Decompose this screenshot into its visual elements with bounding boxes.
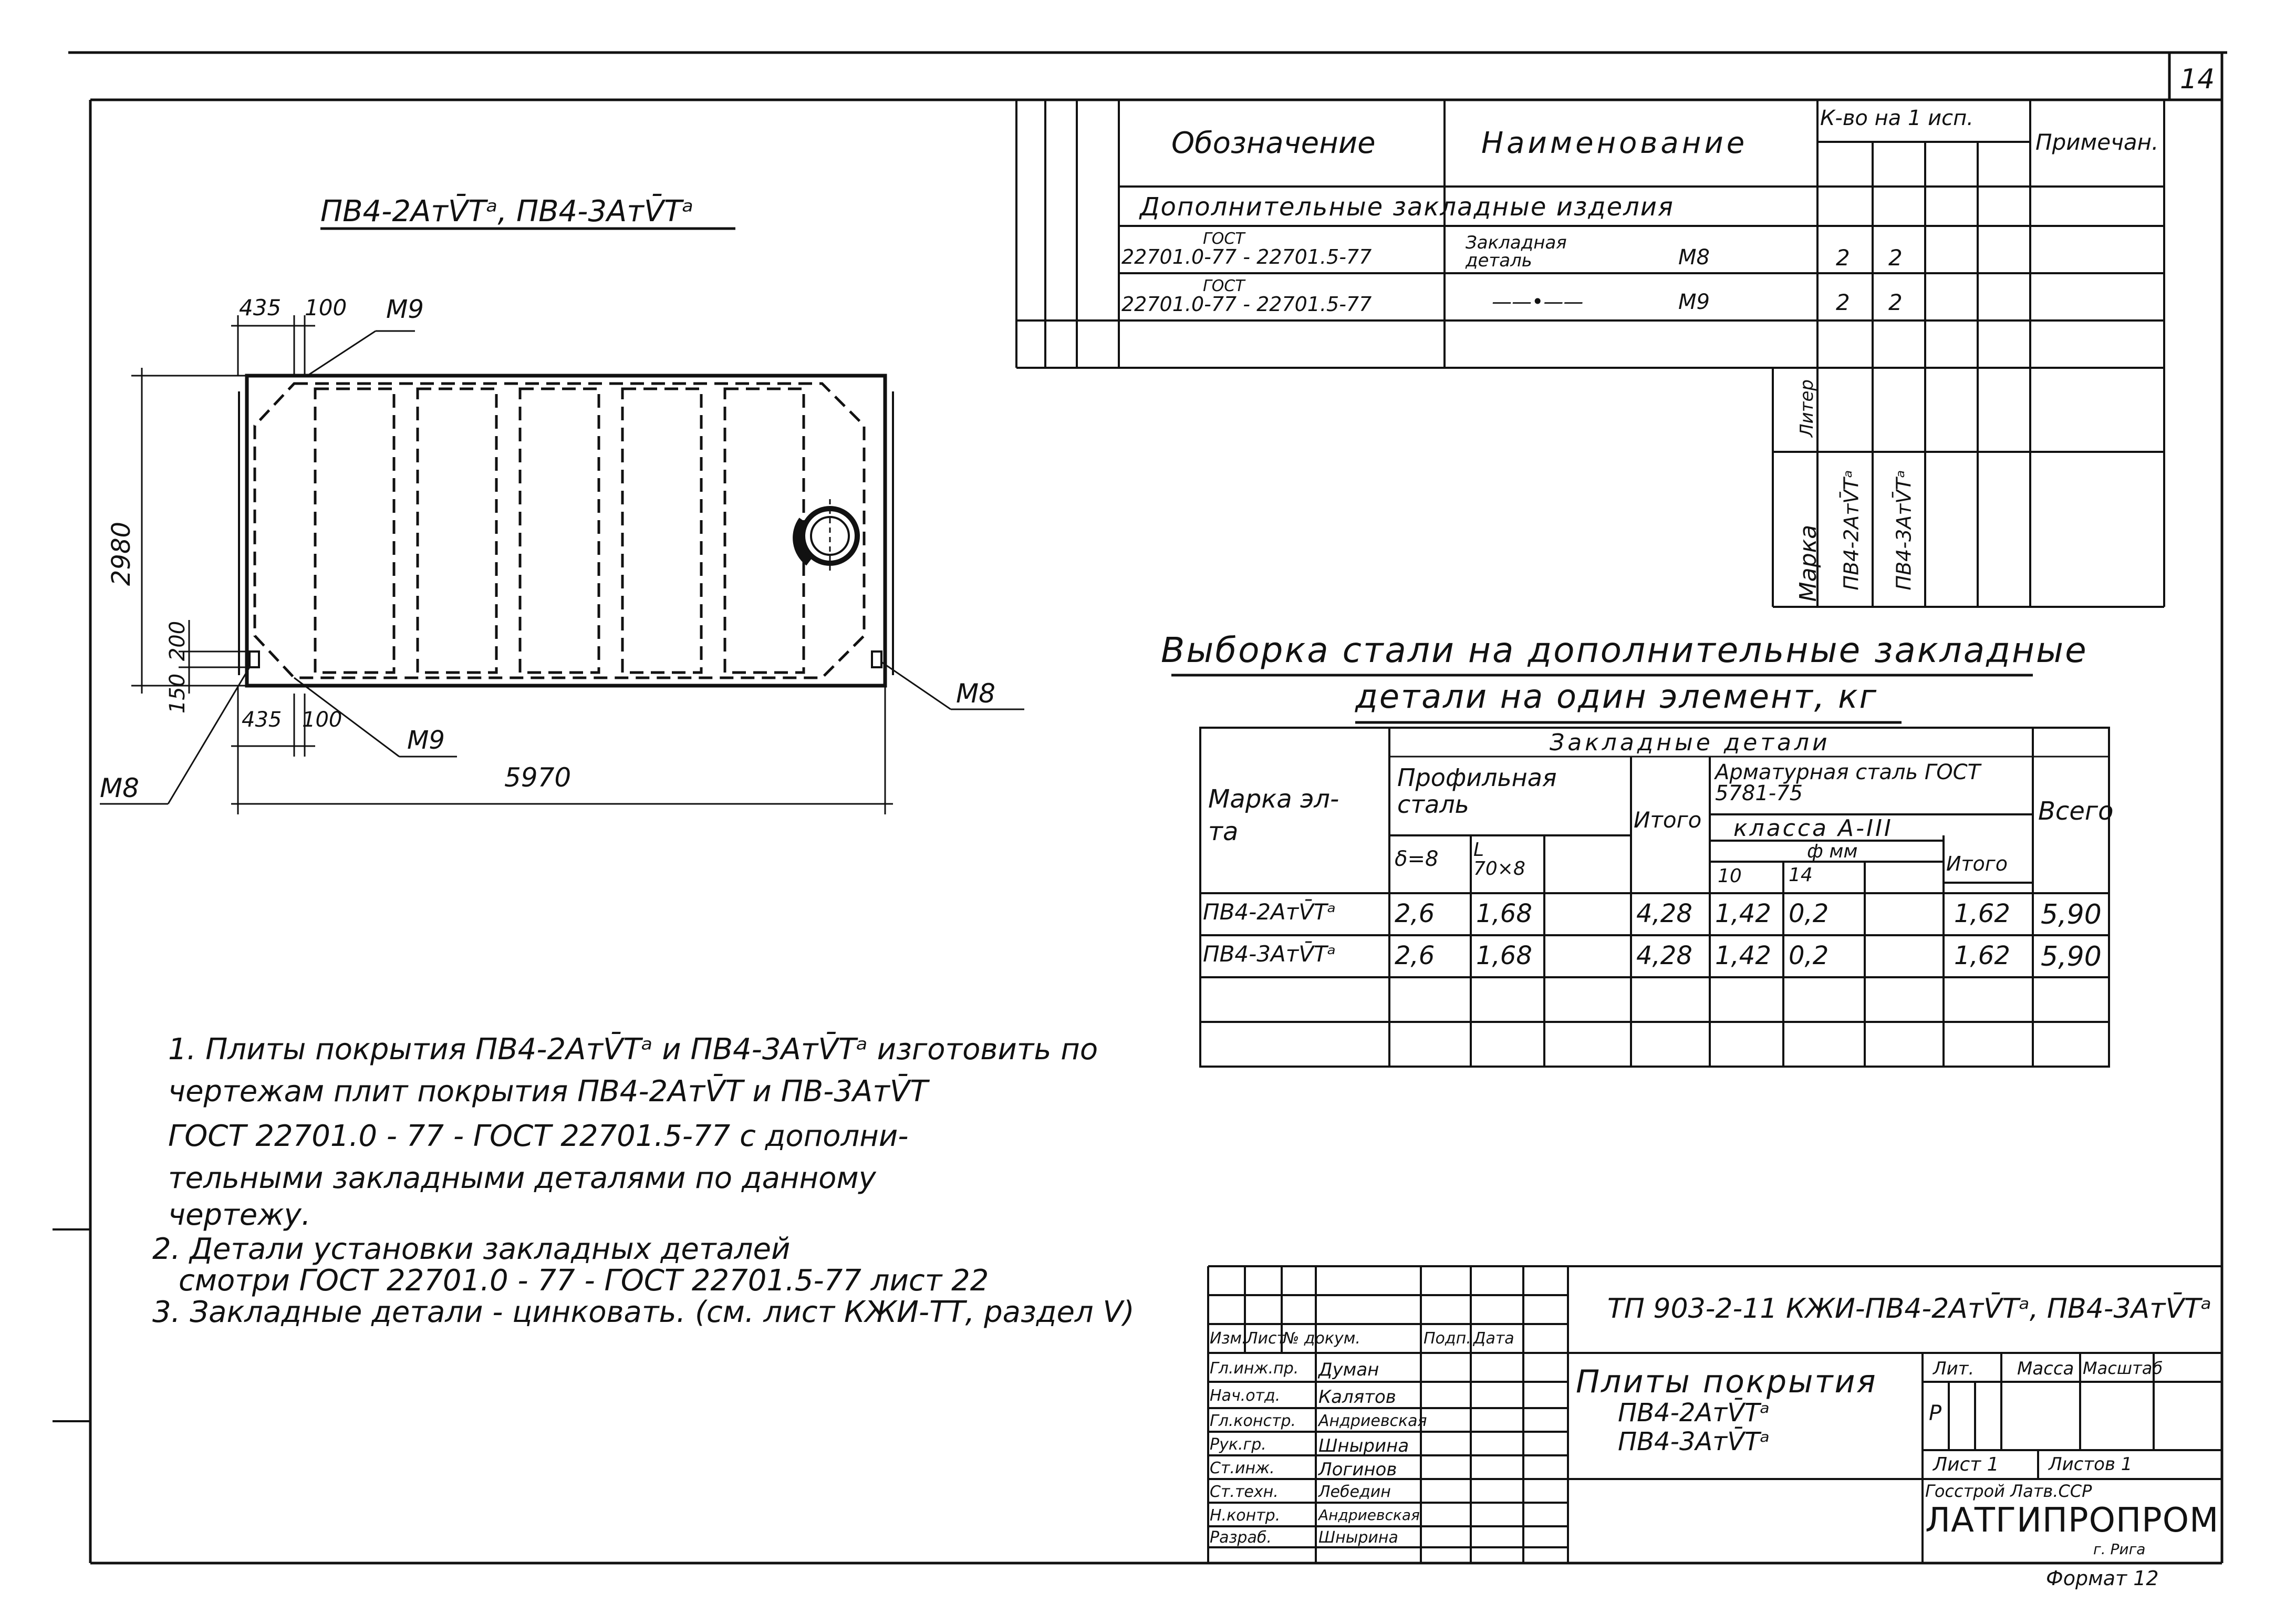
spec-row-mark: М8 xyxy=(1678,245,1710,270)
steel-h-total: Итого xyxy=(1634,807,1702,833)
tb-person: Логинов xyxy=(1318,1459,1397,1480)
tb-role: Ст.инж. xyxy=(1210,1459,1275,1477)
dim-100-bot: 100 xyxy=(302,708,342,732)
steel-h-total2: Итого xyxy=(1946,852,2008,875)
spec-row-designation: 22701.0-77 - 22701.5-77 xyxy=(1121,293,1372,316)
dim-200: 200 xyxy=(165,621,190,661)
tb-role: Рук.гр. xyxy=(1210,1435,1266,1454)
note-line: 3. Закладные детали - цинковать. (см. лист КЖИ-ТТ, раздел V) xyxy=(152,1295,1135,1329)
tb-role: Разраб. xyxy=(1210,1528,1272,1547)
spec-mark-1: ПВ4-2АтV̄Тᵃ xyxy=(1840,470,1863,591)
steel-row-r14: 0,2 xyxy=(1789,899,1829,928)
steel-h-mark: Марка эл-та xyxy=(1208,784,1339,847)
spec-row-mark: М9 xyxy=(1678,290,1710,314)
spec-row-q1: 2 xyxy=(1836,245,1850,271)
dim-435-bot: 435 xyxy=(242,708,282,732)
note-line: тельными закладными деталями по данному xyxy=(168,1161,876,1195)
tb-sheets: Листов 1 xyxy=(2049,1454,2133,1475)
label-m8-left: М8 xyxy=(100,773,139,803)
spec-mark-label: Марка xyxy=(1795,524,1822,602)
steel-row-angle: 1,68 xyxy=(1476,899,1532,928)
steel-row-mark: ПВ4-2АтV̄Тᵃ xyxy=(1203,899,1336,925)
plan-view xyxy=(100,229,1024,814)
title-block-name-3: ПВ4-3АтV̄Тᵃ xyxy=(1618,1427,1770,1456)
steel-row-mark: ПВ4-3АтV̄Тᵃ xyxy=(1203,941,1336,967)
spec-header-designation: Обозначение xyxy=(1171,126,1376,160)
spec-row-gost: ГОСТ xyxy=(1203,277,1245,295)
dim-435-top: 435 xyxy=(239,295,282,320)
tb-col-sheet: Лист xyxy=(1246,1329,1286,1348)
tb-org-3: г. Рига xyxy=(2093,1540,2146,1558)
title-block-name-1: Плиты покрытия xyxy=(1576,1363,1877,1400)
tb-person: Шнырина xyxy=(1318,1528,1398,1547)
spec-row-designation: 22701.0-77 - 22701.5-77 xyxy=(1121,245,1372,268)
steel-row-r10: 1,42 xyxy=(1715,941,1771,970)
spec-section: Дополнительные закладные изделия xyxy=(1140,192,1674,222)
steel-row-d8: 2,6 xyxy=(1395,899,1435,928)
dim-100-top: 100 xyxy=(305,295,347,320)
steel-h-embedded: Закладные детали xyxy=(1550,729,1831,756)
tb-person: Думан xyxy=(1318,1359,1379,1380)
steel-row-rtotal: 1,62 xyxy=(1954,899,2010,928)
tb-mass-label: Масса xyxy=(2017,1358,2074,1379)
sheet-number: 14 xyxy=(2180,64,2215,95)
dim-150: 150 xyxy=(165,673,190,714)
steel-h-all: Всего xyxy=(2038,797,2114,826)
spec-row-name: ——•—— xyxy=(1492,290,1584,313)
steel-h-d8: δ=8 xyxy=(1395,847,1439,871)
tb-scale-label: Масштаб xyxy=(2083,1358,2163,1378)
tb-col-sign: Подп. xyxy=(1424,1329,1471,1348)
steel-row-total: 4,28 xyxy=(1636,899,1692,928)
spec-header-qty: К-во на 1 исп. xyxy=(1820,106,1973,130)
steel-row-rtotal: 1,62 xyxy=(1954,941,2010,970)
steel-row-r14: 0,2 xyxy=(1789,941,1829,970)
dim-2980: 2980 xyxy=(107,521,137,586)
label-m9-top: М9 xyxy=(386,295,424,324)
tb-role: Нач.отд. xyxy=(1210,1387,1281,1405)
label-m9-bot: М9 xyxy=(407,726,445,755)
tb-org-2: ЛАТГИПРОПРОМ xyxy=(1925,1501,2219,1540)
tb-person: Калятов xyxy=(1318,1387,1396,1408)
steel-h-diam: ф мм xyxy=(1807,841,1858,862)
drawing-title: ПВ4-2АтV̄Тᵃ, ПВ4-3АтV̄Тᵃ xyxy=(320,194,694,229)
title-block-code: ТП 903-2-11 КЖИ-ПВ4-2АтV̄Тᵃ, ПВ4-3АтV̄Тᵃ xyxy=(1607,1293,2212,1325)
tb-person: Шнырина xyxy=(1318,1435,1409,1456)
dim-5970: 5970 xyxy=(504,762,572,793)
tb-col-doc: № докум. xyxy=(1283,1329,1360,1348)
tb-org-1: Госстрой Латв.ССР xyxy=(1925,1481,2092,1501)
steel-title-1: Выборка стали на дополнительные закладные xyxy=(1161,630,2088,670)
spec-row-q2: 2 xyxy=(1888,245,1903,271)
spec-row-name: Закладная деталь xyxy=(1466,232,1567,271)
spec-table-grid xyxy=(1016,100,2164,607)
spec-row-gost: ГОСТ xyxy=(1203,230,1245,248)
steel-row-angle: 1,68 xyxy=(1476,941,1532,970)
label-m8-right: М8 xyxy=(956,678,995,709)
tb-role: Гл.инж.пр. xyxy=(1210,1359,1299,1378)
note-line: смотри ГОСТ 22701.0 - 77 - ГОСТ 22701.5-77 лист 22 xyxy=(179,1264,989,1298)
note-line: 2. Детали установки закладных деталей xyxy=(152,1232,791,1266)
note-line: чертежам плит покрытия ПВ4-2АтV̄Т и ПВ-3АтV̄Т xyxy=(168,1074,928,1109)
steel-row-r10: 1,42 xyxy=(1715,899,1771,928)
steel-h-10: 10 xyxy=(1718,865,1742,887)
note-line: 1. Плиты покрытия ПВ4-2АтV̄Тᵃ и ПВ4-3АтV̄Тᵃ изготовить по xyxy=(168,1032,1098,1067)
tb-person: Андриевская xyxy=(1318,1506,1420,1524)
tb-lit-label: Лит. xyxy=(1933,1358,1975,1379)
steel-row-total: 4,28 xyxy=(1636,941,1692,970)
steel-row-all: 5,90 xyxy=(2041,941,2102,973)
steel-h-angle: L 70×8 xyxy=(1473,839,1525,880)
steel-h-14: 14 xyxy=(1789,864,1813,886)
spec-header-note: Примечан. xyxy=(2035,129,2159,155)
tb-col-change: Изм. xyxy=(1210,1329,1247,1348)
steel-row-d8: 2,6 xyxy=(1395,941,1435,970)
tb-lit-value: Р xyxy=(1929,1401,1942,1425)
steel-row-all: 5,90 xyxy=(2041,899,2102,930)
steel-h-profile: Профильная сталь xyxy=(1397,763,1557,819)
spec-mark-2: ПВ4-3АтV̄Тᵃ xyxy=(1892,470,1916,591)
tb-person: Андриевская xyxy=(1318,1412,1427,1430)
spec-row-q1: 2 xyxy=(1836,289,1850,315)
spec-row-q2: 2 xyxy=(1888,289,1903,315)
tb-role: Н.контр. xyxy=(1210,1506,1281,1525)
tb-format: Формат 12 xyxy=(2046,1567,2159,1590)
tb-col-date: Дата xyxy=(1473,1329,1514,1348)
steel-h-rebar: Арматурная сталь ГОСТ 5781-75 xyxy=(1715,760,1981,805)
note-line: ГОСТ 22701.0 - 77 - ГОСТ 22701.5-77 с дополни- xyxy=(168,1119,909,1153)
spec-header-name: Наименование xyxy=(1481,126,1748,160)
title-block-name-2: ПВ4-2АтV̄Тᵃ xyxy=(1618,1398,1770,1428)
steel-h-class: класса А-III xyxy=(1733,815,1893,842)
tb-person: Лебедин xyxy=(1318,1483,1391,1501)
steel-title-2: детали на один элемент, кг xyxy=(1355,677,1878,716)
tb-role: Ст.техн. xyxy=(1210,1483,1279,1501)
tb-sheet: Лист 1 xyxy=(1933,1454,1999,1475)
spec-liter-label: Литер xyxy=(1796,379,1817,437)
tb-role: Гл.констр. xyxy=(1210,1412,1296,1430)
note-line: чертежу. xyxy=(168,1198,311,1232)
